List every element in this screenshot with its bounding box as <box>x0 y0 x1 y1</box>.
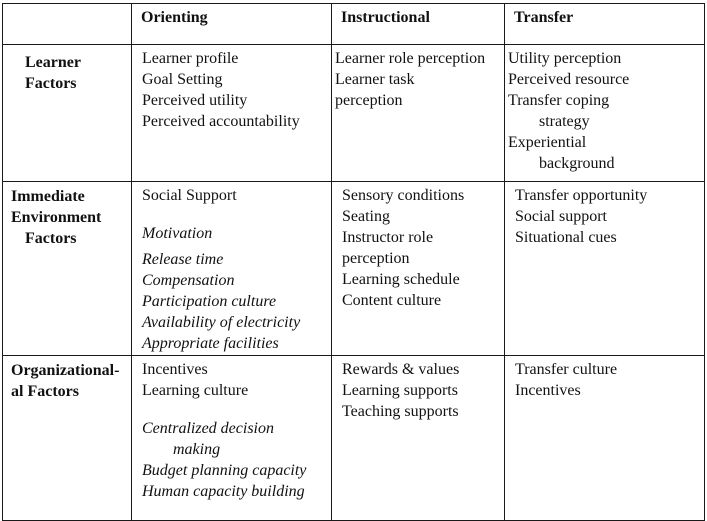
row-label-line: Factors <box>25 75 77 92</box>
cell-item: Situational cues <box>515 229 617 246</box>
row-label-learner-factors <box>3 45 132 182</box>
header-row <box>3 4 705 45</box>
cell-item: Release time <box>142 251 224 268</box>
cell-item: Budget planning capacity <box>142 462 307 479</box>
cell-item: Motivation <box>142 225 213 242</box>
header-corner-cell <box>3 4 132 45</box>
cell-item: background <box>539 155 615 172</box>
cell-item: Incentives <box>142 361 208 378</box>
row-label-line: Factors <box>25 230 77 247</box>
environment-transfer-cell <box>505 182 705 356</box>
cell-item: Learning supports <box>342 382 458 399</box>
cell-item: Utility perception <box>508 50 622 67</box>
cell-item: Perceived utility <box>142 92 248 109</box>
row-label-immediate-environment-factors <box>3 182 132 356</box>
learner-transfer-cell <box>505 45 705 182</box>
header-instructional: Instructional <box>332 4 505 45</box>
environment-orienting-cell <box>132 182 332 356</box>
cell-item: Perceived resource <box>508 71 630 88</box>
organizational-orienting-cell <box>132 356 332 521</box>
cell-item: Content culture <box>342 292 442 309</box>
cell-item: Rewards & values <box>342 361 460 378</box>
row-label-organizational-factors <box>3 356 132 521</box>
immediate-environment-factors-row <box>3 182 705 356</box>
cell-item: Goal Setting <box>142 71 223 88</box>
cell-item: Learning schedule <box>342 271 460 288</box>
cell-item: Social Support <box>142 187 237 204</box>
cell-item: Transfer coping <box>508 92 610 109</box>
cell-item: perception <box>335 92 403 109</box>
organizational-factors-row <box>3 356 705 521</box>
header-orienting: Orienting <box>132 4 332 45</box>
organizational-instructional-cell <box>332 356 505 521</box>
cell-item: Learner role perception <box>335 50 486 67</box>
row-label-line: al Factors <box>11 383 79 400</box>
cell-item: perception <box>342 250 410 267</box>
organizational-transfer-cell <box>505 356 705 521</box>
cell-item: Incentives <box>515 382 581 399</box>
environment-instructional-cell <box>332 182 505 356</box>
header-transfer: Transfer <box>505 4 705 45</box>
row-label-line: Immediate <box>11 188 85 205</box>
cell-item: Learner task <box>335 71 415 88</box>
cell-item: strategy <box>539 113 590 130</box>
cell-item: Teaching supports <box>342 403 459 420</box>
cell-item: Participation culture <box>142 293 277 310</box>
cell-item: Instructor role <box>342 229 434 246</box>
cell-item: Sensory conditions <box>342 187 465 204</box>
cell-item: making <box>173 441 221 458</box>
cell-item: Learning culture <box>142 382 249 399</box>
cell-item: Perceived accountability <box>142 113 300 130</box>
cell-item: Human capacity building <box>142 483 305 500</box>
factors-table <box>2 3 705 521</box>
cell-item: Seating <box>342 208 390 225</box>
cell-item: Availability of electricity <box>142 314 301 331</box>
learner-factors-row <box>3 45 705 182</box>
cell-item: Social support <box>515 208 607 225</box>
row-label-line: Environment <box>11 209 102 226</box>
cell-item: Appropriate facilities <box>142 335 279 352</box>
row-label-line: Learner <box>25 54 81 71</box>
cell-item: Transfer opportunity <box>515 187 648 204</box>
cell-item: Learner profile <box>142 50 239 67</box>
cell-item: Compensation <box>142 272 235 289</box>
learner-instructional-cell <box>332 45 505 182</box>
cell-item: Transfer culture <box>515 361 618 378</box>
row-label-line: Organizational- <box>11 362 120 379</box>
learner-orienting-cell <box>132 45 332 182</box>
cell-item: Experiential <box>508 134 587 151</box>
cell-item: Centralized decision <box>142 420 274 437</box>
